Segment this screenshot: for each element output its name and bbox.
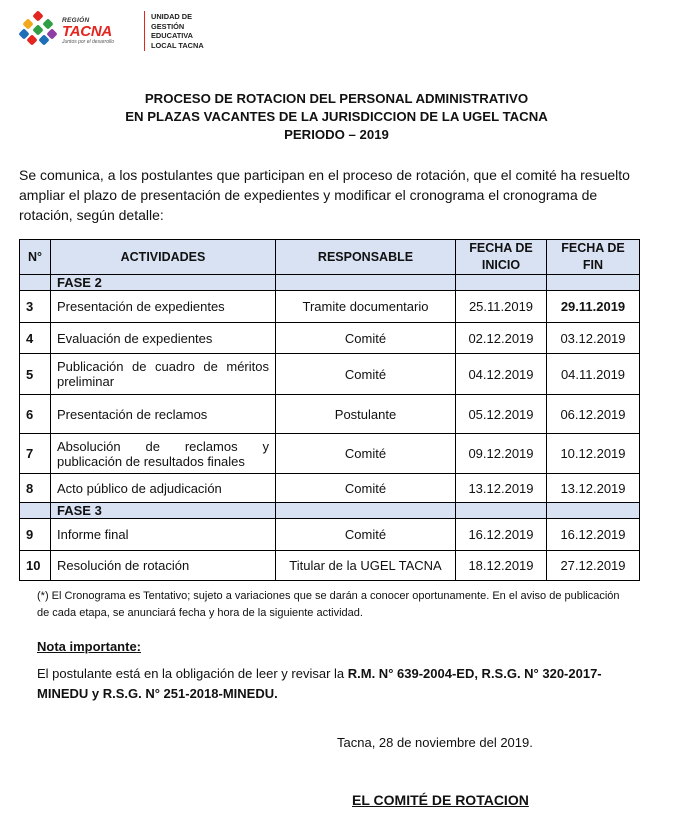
row-responsible: Tramite documentario	[276, 291, 456, 323]
title-line-2: EN PLAZAS VACANTES DE LA JURISDICCION DE LA UGEL TACNA	[125, 109, 548, 124]
document-title	[0, 90, 673, 144]
note-body-text: El postulante está en la obligación de leer y revisar la	[37, 666, 348, 681]
row-activity: Resolución de rotación	[51, 551, 276, 581]
ugel-line: UNIDAD DE	[151, 12, 193, 21]
row-activity: Presentación de reclamos	[51, 395, 276, 434]
signature-committee: EL COMITÉ DE ROTACION	[352, 792, 529, 808]
ugel-line: EDUCATIVA	[151, 31, 194, 40]
table-row	[20, 551, 640, 581]
phase-label: FASE 3	[51, 503, 276, 519]
row-responsible: Comité	[276, 434, 456, 474]
table-row	[20, 323, 640, 354]
row-end-date: 13.12.2019	[547, 474, 640, 503]
footnote: (*) El Cronograma es Tentativo; sujeto a variaciones que se darán a conocer oportunamente. En el aviso de publicación de cada etapa, se anunciará fecha y hora de la siguiente actividad.	[37, 590, 620, 619]
ugel-line: LOCAL TACNA	[151, 40, 204, 50]
phase-row	[20, 275, 640, 291]
ugel-line: GESTIÓN	[151, 21, 185, 31]
note-heading	[37, 639, 141, 654]
row-start-date: 25.11.2019	[456, 291, 547, 323]
row-start-date: 16.12.2019	[456, 519, 547, 551]
row-start-date: 13.12.2019	[456, 474, 547, 503]
row-activity-line: preliminar	[57, 374, 115, 389]
intro-paragraph: Se comunica, a los postulantes que participan en el proceso de rotación, que el comité ha resuelto ampliar el plazo de presentación de expedientes y modificar el cronograma el cronograma de rotación, según detalle:	[19, 167, 630, 223]
row-activity-line: publicación de resultados finales	[57, 453, 245, 469]
table-row	[20, 291, 640, 323]
row-responsible: Comité	[276, 354, 456, 395]
row-start-date: 05.12.2019	[456, 395, 547, 434]
row-end-date: 03.12.2019	[547, 323, 640, 354]
row-responsible: Titular de la UGEL TACNA	[276, 551, 456, 581]
row-activity: Presentación de expedientes	[51, 291, 276, 323]
row-start-date: 02.12.2019	[456, 323, 547, 354]
region-slogan: Juntos por el desarrollo	[62, 39, 114, 45]
col-header-num: N°	[20, 240, 51, 275]
row-num: 7	[20, 434, 51, 474]
row-num: 10	[20, 551, 51, 581]
region-name: TACNA	[62, 23, 112, 40]
row-end-date: 16.12.2019	[547, 519, 640, 551]
col-header-responsible: RESPONSABLE	[276, 240, 456, 275]
col-header-activity: ACTIVIDADES	[51, 240, 276, 275]
row-num: 6	[20, 395, 51, 434]
row-end-date: 27.12.2019	[547, 551, 640, 581]
title-line-3: PERIODO – 2019	[284, 127, 389, 142]
row-num: 4	[20, 323, 51, 354]
row-start-date: 04.12.2019	[456, 354, 547, 395]
phase-row	[20, 503, 640, 519]
row-responsible: Comité	[276, 474, 456, 503]
row-activity: Informe final	[51, 519, 276, 551]
note-heading-colon: :	[136, 639, 142, 654]
title-line-1: PROCESO DE ROTACION DEL PERSONAL ADMINISTRATIVO	[144, 91, 529, 106]
table-row	[20, 395, 640, 434]
row-activity: Evaluación de expedientes	[51, 323, 276, 354]
letterhead	[18, 10, 204, 60]
region-label: REGIÓN	[62, 17, 90, 24]
table-row	[20, 474, 640, 503]
note-heading-text: Nota importante	[37, 639, 137, 654]
row-num: 3	[20, 291, 51, 323]
row-num: 5	[20, 354, 51, 395]
table-row	[20, 434, 640, 474]
row-activity: Acto público de adjudicación	[51, 474, 276, 503]
table-row	[20, 354, 640, 395]
col-header-start: FECHA DE INICIO	[456, 240, 547, 275]
row-end-date: 10.12.2019	[547, 434, 640, 474]
row-num: 8	[20, 474, 51, 503]
note-body-references: R.M. N° 639-2004-ED, R.S.G. N° 320-2017-MINEDU y R.S.G. N° 251-2018-MINEDU.	[37, 666, 602, 701]
row-responsible: Comité	[276, 519, 456, 551]
schedule-table	[19, 239, 640, 581]
row-activity	[51, 354, 276, 395]
row-responsible: Comité	[276, 323, 456, 354]
row-num: 9	[20, 519, 51, 551]
table-header-row	[20, 240, 640, 275]
row-end-date: 04.11.2019	[547, 354, 640, 395]
signature-date: Tacna, 28 de noviembre del 2019.	[337, 735, 533, 750]
row-start-date: 18.12.2019	[456, 551, 547, 581]
row-end-date: 06.12.2019	[547, 395, 640, 434]
row-activity-line: Publicación de cuadro de méritos	[57, 359, 269, 374]
phase-label: FASE 2	[51, 275, 276, 291]
region-wordmark	[62, 17, 134, 45]
region-tacna-logo-icon	[18, 10, 58, 50]
row-activity	[51, 434, 276, 474]
row-activity-line: Absolución de reclamos y	[57, 438, 269, 454]
row-end-date: 29.11.2019	[547, 291, 640, 323]
row-start-date: 09.12.2019	[456, 434, 547, 474]
header-divider	[144, 11, 145, 51]
note-body	[37, 664, 629, 704]
row-responsible: Postulante	[276, 395, 456, 434]
table-row	[20, 519, 640, 551]
ugel-name	[151, 12, 204, 50]
col-header-end: FECHA DE FIN	[547, 240, 640, 275]
